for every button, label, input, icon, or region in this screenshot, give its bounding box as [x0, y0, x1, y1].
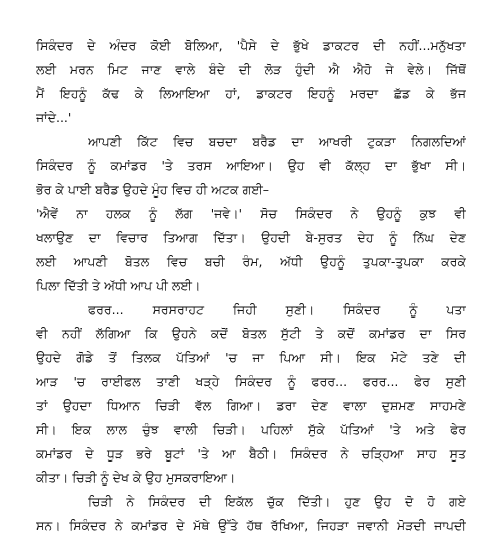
text-line-17: ਸੀ। ਇਕ ਲਾਲ ਚੁੰਝ ਵਾਲੀ ਚਿੜੀ। ਪਹਿਲਾਂ ਸੁੱਕੇ ਪੱਤਿਆਂ 'ਤੇ ਅਤੇ ਫੇਰ	[36, 422, 466, 437]
text-line-20: ਚਿੜੀ ਨੇ ਸਿਕੰਦਰ ਦੀ ਇਕੱਲ ਚੁੱਕ ਦਿੱਤੀ। ਹੁਣ ਉਹ ਦੋ ਹੋ ਗਏ	[88, 494, 466, 509]
text-line-6: ਸਿਕੰਦਰ ਨੂੰ ਕਮਾਂਡਰ 'ਤੇ ਤਰਸ ਆਇਆ। ਉਹ ਵੀ ਕੱਲ੍ਹ ਦਾ ਭੁੱਖਾ ਸੀ।	[36, 158, 466, 173]
text-line-8: 'ਐਵੇਂ ਨਾ ਹਲਕ ਨੂੰ ਲੱਗ 'ਜਵੇ।' ਸੋਚ ਸਿਕੰਦਰ ਨੇ ਉਹਨੂੰ ਕੁਝ ਵੀ	[36, 206, 466, 221]
text-line-15: ਆੜ 'ਚ ਰਾਈਫਲ ਤਾਣੀ ਖੜ੍ਹੇ ਸਿਕੰਦਰ ਨੂੰ ਫਰਰ... ਫਰਰ... ਫੇਰ ਸੁਣੀ	[36, 374, 466, 389]
text-line-2: ਲਈ ਮਰਨ ਮਿਟ ਜਾਣ ਵਾਲੇ ਬੰਦੇ ਦੀ ਲੋੜ ਹੁੰਦੀ ਐ ਐਹੋ ਜੇ ਵੇਲੇ। ਜਿੱਥੋਂ	[36, 62, 466, 77]
text-line-14: ਉਹਦੇ ਗੋਡੇ ਤੋਂ ਤਿਲਕ ਪੱਤਿਆਂ 'ਚ ਜਾ ਪਿਆ ਸੀ। ਇਕ ਮੋਟੇ ਤਣੇ ਦੀ	[36, 350, 466, 365]
text-line-11: ਪਿਲਾ ਦਿੱਤੀ ਤੇ ਅੱਧੀ ਆਪ ਪੀ ਲਈ।	[36, 278, 201, 293]
text-line-19: ਕੀਤਾ। ਚਿੜੀ ਨੂੰ ਦੇਖ ਕੇ ਉਹ ਮੁਸਕਰਾਇਆ।	[36, 470, 236, 485]
text-line-7: ਭੋਰ ਕੇ ਪਾਈ ਬਰੈਡ ਉਹਦੇ ਮੂੰਹ ਵਿਚ ਹੀ ਅਟਕ ਗਈ–	[36, 182, 270, 197]
text-line-18: ਕਮਾਂਡਰ ਦੇ ਧੂੜ ਭਰੇ ਬੂਟਾਂ 'ਤੇ ਆ ਬੈਠੀ। ਸਿਕੰਦਰ ਨੇ ਚੜ੍ਹਿਆ ਸਾਹ ਸੂਤ	[36, 446, 466, 461]
text-line-1: ਸਿਕੰਦਰ ਦੇ ਅੰਦਰ ਕੋਈ ਬੋਲਿਆ, 'ਪੈਸੇ ਦੇ ਭੁੱਖੇ ਡਾਕਟਰ ਦੀ ਨਹੀਂ...ਮਨੁੱਖਤਾ	[36, 38, 466, 53]
text-line-16: ਤਾਂ ਉਹਦਾ ਧਿਆਨ ਚਿੜੀ ਵੱਲ ਗਿਆ। ਡਰਾ ਦੇਣ ਵਾਲਾ ਦੁਸ਼ਮਣ ਸਾਹਮਣੇ	[36, 398, 466, 413]
text-line-12: ਫਰਰ... ਸਰਸਰਾਹਟ ਜਿਹੀ ਸੁਣੀ। ਸਿਕੰਦਰ ਨੂੰ ਪਤਾ	[88, 302, 466, 317]
text-line-4: ਜਾਂਦੇ...'	[36, 110, 72, 125]
text-line-5: ਆਪਣੀ ਕਿੱਟ ਵਿਚ ਬਚਦਾ ਬਰੈਡ ਦਾ ਆਖਰੀ ਟੁਕੜਾ ਨਿਗਲਦਿਆਂ	[88, 134, 466, 149]
text-line-21: ਸਨ। ਸਿਕੰਦਰ ਨੇ ਕਮਾਂਡਰ ਦੇ ਮੱਥੇ ਉੱਤੇ ਹੱਥ ਰੱਖਿਆ, ਜਿਹੜਾ ਜਵਾਨੀ ਮੋੜਦੀ ਜਾਪਦੀ	[36, 518, 466, 533]
text-line-9: ਖਲਾਉਣ ਦਾ ਵਿਚਾਰ ਤਿਆਗ ਦਿੱਤਾ। ਉਹਦੀ ਬੇ-ਸੁਰਤ ਦੇਹ ਨੂੰ ਨਿੱਘ ਦੇਣ	[36, 230, 466, 245]
text-line-10: ਲਈ ਆਪਣੀ ਬੋਤਲ ਵਿਚ ਬਚੀ ਰੰਮ, ਅੱਧੀ ਉਹਨੂੰ ਤੁਪਕਾ-ਤੁਪਕਾ ਕਰਕੇ	[36, 254, 466, 269]
text-line-3: ਮੈਂ ਇਹਨੂੰ ਕੱਢ ਕੇ ਲਿਆਇਆ ਹਾਂ, ਡਾਕਟਰ ਇਹਨੂੰ ਮਰਦਾ ਛੱਡ ਕੇ ਭੱਜ	[36, 86, 466, 101]
text-line-13: ਵੀ ਨਹੀਂ ਲੱਗਿਆ ਕਿ ਉਹਨੇ ਕਦੋਂ ਬੋਤਲ ਸੁੱਟੀ ਤੇ ਕਦੋਂ ਕਮਾਂਡਰ ਦਾ ਸਿਰ	[36, 326, 466, 341]
